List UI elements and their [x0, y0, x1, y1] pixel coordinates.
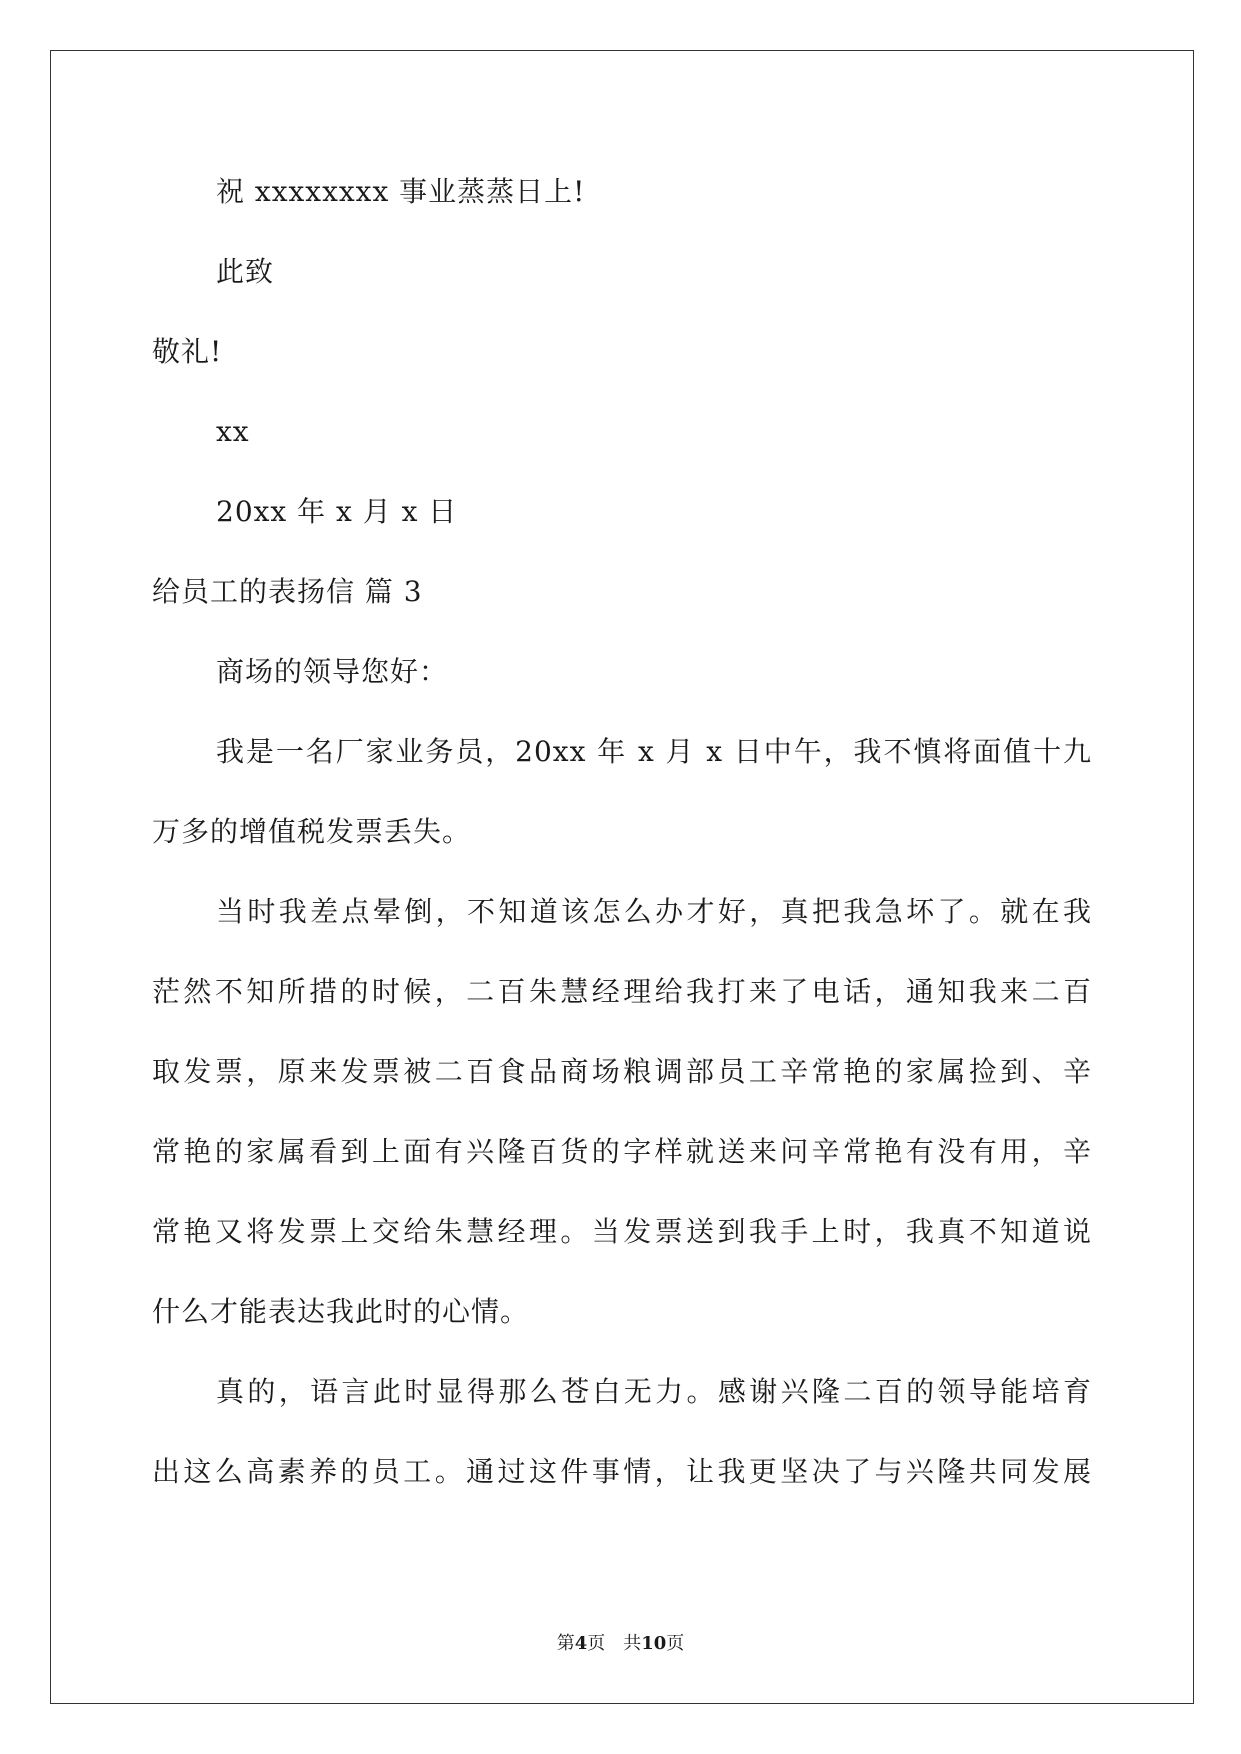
text-line-signature: xx — [216, 415, 250, 448]
text-line-salutation: 此致 — [216, 255, 275, 288]
paragraph-line: 茫然不知所措的时候，二百朱慧经理给我打来了电话，通知我来二百 — [152, 975, 1092, 1008]
paragraph-line: 取发票，原来发票被二百食品商场粮调部员工辛常艳的家属捡到、辛 — [152, 1055, 1092, 1088]
text-line-date: 20xx 年 x 月 x 日 — [216, 495, 458, 528]
paragraph-line: 什么才能表达我此时的心情。 — [152, 1295, 530, 1328]
paragraph-line: 常艳又将发票上交给朱慧经理。当发票送到我手上时，我真不知道说 — [152, 1215, 1092, 1248]
paragraph-line: 当时我差点晕倒，不知道该怎么办才好，真把我急坏了。就在我 — [216, 895, 1092, 928]
text-line-greeting: 商场的领导您好： — [216, 655, 449, 688]
paragraph-line: 我是一名厂家业务员，20xx 年 x 月 x 日中午，我不慎将面值十九 — [216, 735, 1092, 768]
footer-page-suffix: 页 — [587, 1633, 606, 1654]
paragraph-line: 常艳的家属看到上面有兴隆百货的字样就送来问辛常艳有没有用，辛 — [152, 1135, 1092, 1168]
section-heading: 给员工的表扬信 篇 3 — [152, 575, 423, 608]
footer-total-suffix: 页 — [666, 1633, 685, 1654]
paragraph-line: 万多的增值税发票丢失。 — [152, 815, 472, 848]
footer-page-number: 4 — [574, 1633, 588, 1654]
text-line-regards: 敬礼! — [152, 335, 223, 368]
text-line-wish: 祝 xxxxxxxx 事业蒸蒸日上! — [216, 175, 586, 208]
paragraph-line: 出这么高素养的员工。通过这件事情，让我更坚决了与兴隆共同发展 — [152, 1455, 1092, 1488]
footer-total-pages: 10 — [641, 1633, 667, 1654]
footer-total-prefix: 共 — [623, 1633, 642, 1654]
page-footer — [0, 1632, 1241, 1656]
footer-page-prefix: 第 — [556, 1633, 575, 1654]
paragraph-line: 真的，语言此时显得那么苍白无力。感谢兴隆二百的领导能培育 — [216, 1375, 1092, 1408]
